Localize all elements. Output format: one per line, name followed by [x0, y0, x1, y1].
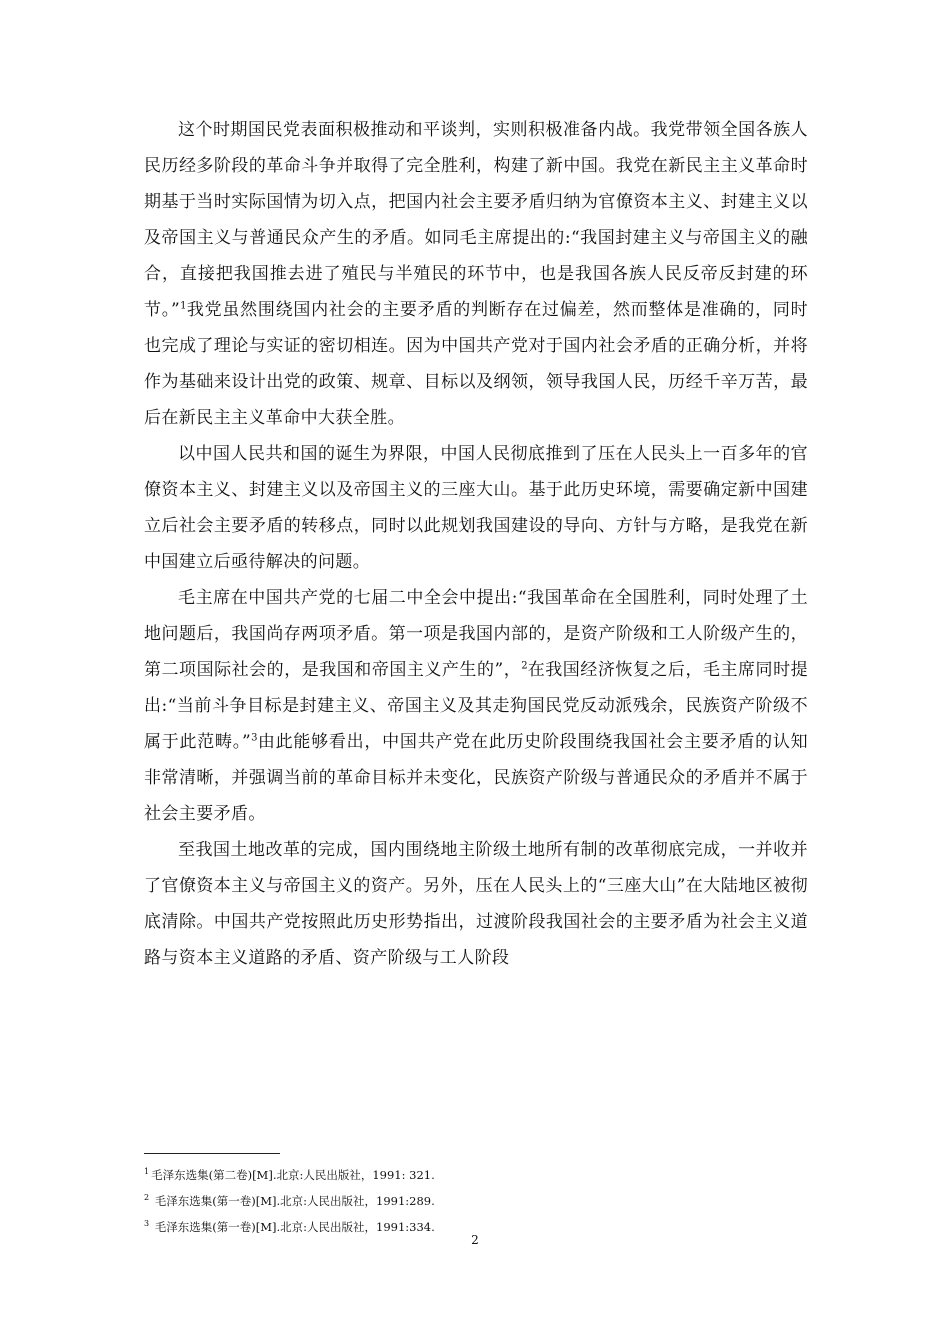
body-text: [144, 112, 808, 976]
footnote-ref-3: 3: [251, 732, 258, 744]
paragraph-1: [144, 112, 808, 436]
paragraph-3-text-a: 毛主席在中国共产党的七届二中全会中提出:“我国革命在全国胜利，同时处理了土地问题后，我国尚存两项矛盾。第一项是我国内部的，是资产阶级和工人阶级产生的，第二项国际社会的，是我国和帝国主义产生的”，: [144, 588, 808, 680]
paragraph-3-text-c: 由此能够看出，中国共产党在此历史阶段围绕我国社会主要矛盾的认知非常清晰，并强调当前的革命目标并未变化，民族资产阶级与普通民众的矛盾并不属于社会主要矛盾。: [144, 732, 808, 824]
footnote-3-number: 3: [144, 1219, 150, 1229]
footnote-2: [144, 1188, 808, 1214]
footnotes: [144, 1162, 808, 1240]
paragraph-1-text-b: 我党虽然围绕国内社会的主要矛盾的判断存在过偏差，然而整体是准确的，同时也完成了理论与实证的密切相连。因为中国共产党对于国内社会矛盾的正确分析，并将作为基础来设计出党的政策、规章、目标以及纲领，领导我国人民，历经千辛万苦，最后在新民主主义革命中大获全胜。: [144, 300, 808, 428]
footnote-3-text: 毛泽东选集(第一卷)[M].北京:人民出版社，1991:334.: [151, 1220, 435, 1234]
paragraph-2: 以中国人民共和国的诞生为界限，中国人民彻底推到了压在人民头上一百多年的官僚资本主义、封建主义以及帝国主义的三座大山。基于此历史环境，需要确定新中国建立后社会主要矛盾的转移点，同时以此规划我国建设的导向、方针与方略，是我党在新中国建立后亟待解决的问题。: [144, 444, 808, 572]
paragraph-3-text-b: 在我国经济恢复之后，毛主席同时提出:“当前斗争目标是封建主义、帝国主义及其走狗国民党反动派残余，民族资产阶级不属于此范畴。”: [144, 660, 808, 752]
footnote-ref-1: 1: [180, 300, 187, 312]
paragraph-3: [144, 580, 808, 832]
footnote-2-number: 2: [144, 1193, 150, 1203]
paragraph-1-text-a: 这个时期国民党表面积极推动和平谈判，实则积极准备内战。我党带领全国各族人民历经多阶段的革命斗争并取得了完全胜利，构建了新中国。我党在新民主主义革命时期基于当时实际国情为切入点，把国内社会主要矛盾归纳为官僚资本主义、封建主义以及帝国主义与普通民众产生的矛盾。如同毛主席提出的:“我国封建主义与帝国主义的融合，直接把我国推去进了殖民与半殖民的环节中，也是我国各族人民反帝反封建的环节。”: [144, 120, 808, 320]
footnote-separator: [144, 1153, 280, 1154]
footnote-1-number: 1: [144, 1167, 150, 1177]
page-number: 2: [471, 1233, 479, 1247]
footnote-ref-2: 2: [521, 660, 528, 672]
footnote-1: [144, 1162, 808, 1188]
footnote-2-text: 毛泽东选集(第一卷)[M].北京:人民出版社，1991:289.: [151, 1194, 435, 1208]
paragraph-4: 至我国土地改革的完成，国内围绕地主阶级土地所有制的改革彻底完成，一并收并了官僚资本主义与帝国主义的资产。另外，压在人民头上的“三座大山”在大陆地区被彻底清除。中国共产党按照此历史形势指出，过渡阶段我国社会的主要矛盾为社会主义道路与资本主义道路的矛盾、资产阶级与工人阶段: [144, 840, 808, 968]
footnote-1-text: 毛泽东选集(第二卷)[M].北京:人民出版社，1991: 321.: [151, 1168, 435, 1182]
